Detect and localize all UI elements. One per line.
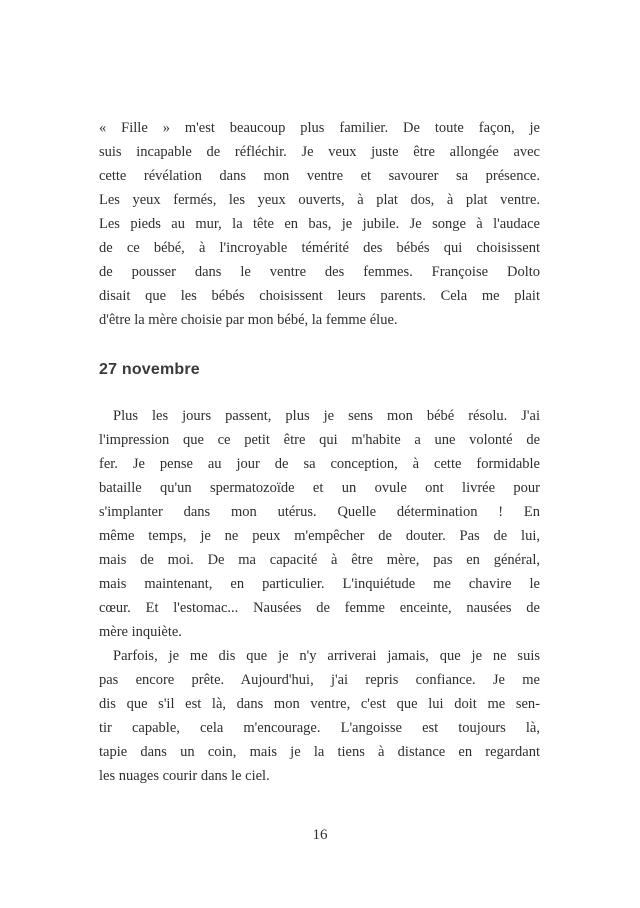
text-line: les nuages courir dans le ciel. [99,768,270,784]
paragraph [99,644,540,788]
text-line: d'être la mère choisie par mon bébé, la femme élue. [99,312,398,328]
text-line: bataille qu'un spermatozoïde et un ovule ont livrée pour [99,480,540,496]
text-line: s'implanter dans mon utérus. Quelle détermination ! En [99,504,540,520]
paragraph [99,116,540,332]
text-line: Les pieds au mur, la tête en bas, je jubile. Je songe à l'audace [99,216,540,232]
text-line: tir capable, cela m'encourage. L'angoisse est toujours là, [99,720,540,736]
text-line: suis incapable de réfléchir. Je veux juste être allongée avec [99,144,540,160]
text-line: l'impression que ce petit être qui m'habite a une volonté de [99,432,540,448]
text-line: mais de moi. De ma capacité à être mère, pas en général, [99,552,540,568]
text-line: tapie dans un coin, mais je la tiens à distance en regardant [99,744,540,760]
text-line: de pousser dans le ventre des femmes. Françoise Dolto [99,264,540,280]
text-line: de ce bébé, à l'incroyable témérité des bébés qui choisissent [99,240,540,256]
text-line: cœur. Et l'estomac... Nausées de femme enceinte, nausées de [99,600,540,616]
text-line: disait que les bébés choisissent leurs parents. Cela me plait [99,288,540,304]
text-line: même temps, je ne peux m'empêcher de douter. Pas de lui, [99,528,540,544]
text-line: cette révélation dans mon ventre et savourer sa présence. [99,168,540,184]
text-line: dis que s'il est là, dans mon ventre, c'est que lui doit me sen- [99,696,540,712]
text-line: Plus les jours passent, plus je sens mon bébé résolu. J'ai [113,408,540,424]
page-number: 16 [312,827,328,843]
text-line: pas encore prête. Aujourd'hui, j'ai repris confiance. Je me [99,672,540,688]
text-line: « Fille » m'est beaucoup plus familier. De toute façon, je [99,120,540,136]
text-line: mais maintenant, en particulier. L'inquiétude me chavire le [99,576,540,592]
text-line: Les yeux fermés, les yeux ouverts, à plat dos, à plat ventre. [99,192,540,208]
paragraph [99,404,540,644]
text-line: Parfois, je me dis que je n'y arriverai jamais, que je ne suis [113,648,540,664]
text-line: fer. Je pense au jour de sa conception, à cette formidable [99,456,540,472]
page-text-block [99,116,540,788]
text-line: mère inquiète. [99,624,182,640]
section-heading-date: 27 novembre [99,361,200,378]
